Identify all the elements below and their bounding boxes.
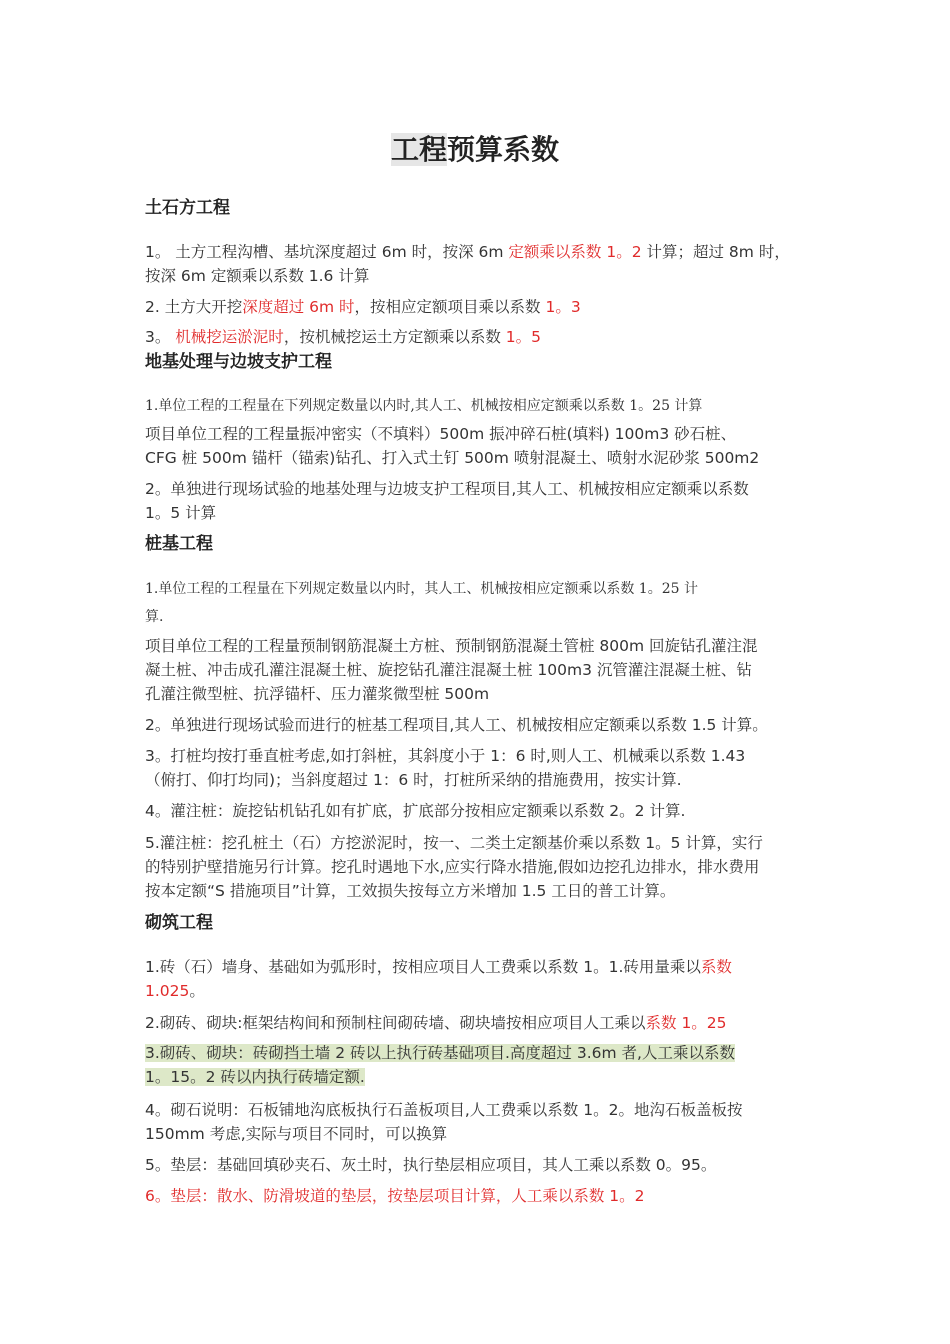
foundation-item-1: 1.单位工程的工程量在下列规定数量以内时,其人工、机械按相应定额乘以系数 1。25 计算	[145, 398, 703, 414]
highlight-text: 系数 1。25	[645, 1014, 727, 1032]
highlight-text: 1。5	[505, 328, 541, 346]
pile-item-2	[145, 634, 813, 706]
text: 凝土桩、冲击成孔灌注混凝土桩、旋挖钻孔灌注混凝土桩 100m3 沉管灌注混凝土桩、钻	[145, 661, 752, 679]
heading-masonry: 砌筑工程	[145, 913, 213, 933]
foundation-item-2	[145, 422, 813, 470]
text: 按本定额“S 措施项目”计算，工效损失按每立方米增加 1.5 工日的普工计算。	[145, 882, 676, 900]
text: 4。砌石说明：石板铺地沟底板执行石盖板项目,人工费乘以系数 1。2。地沟石板盖板按	[145, 1101, 743, 1119]
masonry-item-1	[145, 955, 813, 1003]
pile-item-4	[145, 744, 813, 792]
masonry-item-2	[145, 1011, 813, 1035]
highlight-text: 机械挖运淤泥时	[175, 328, 284, 346]
masonry-item-3	[145, 1041, 813, 1089]
text: ，按相应定额项目乘以系数	[354, 298, 546, 316]
earthwork-item-1	[145, 240, 813, 288]
text: 的特别护壁措施另行计算。挖孔时遇地下水,应实行降水措施,假如边挖孔边排水，排水费用	[145, 858, 760, 876]
earthwork-item-2	[145, 295, 813, 319]
text: 3。打桩均按打垂直桩考虑,如打斜桩，其斜度小于 1：6 时,则人工、机械乘以系数 1.43	[145, 747, 746, 765]
masonry-item-5: 5。垫层：基础回填砂夹石、灰土时，执行垫层相应项目，其人工乘以系数 0。95。	[145, 1156, 717, 1174]
title-rest: 预算系数	[447, 133, 560, 166]
pile-item-6	[145, 831, 813, 903]
text: 3。	[145, 328, 176, 346]
text: CFG 桩 500m 锚杆（锚索)钻孔、打入式土钉 500m 喷射混凝土、喷射水泥砂浆 500m2	[145, 449, 760, 467]
text: ，按机械挖运土方定额乘以系数	[283, 328, 506, 346]
marked-text: 3.砌砖、砌块：砖砌挡土墙 2 砖以上执行砖基础项目.高度超过 3.6m 者,人工乘以系数	[145, 1044, 735, 1062]
highlight-text: 垫层：散水、防滑坡道的垫层，按垫层项目计算，人工乘以系数 1。2	[170, 1187, 645, 1205]
pile-item-3: 2。单独进行现场试验而进行的桩基工程项目,其人工、机械按相应定额乘以系数 1.5 计算。	[145, 716, 768, 734]
text: （俯打、仰打均同)；当斜度超过 1：6 时，打桩所采纳的措施费用，按实计算.	[145, 771, 682, 789]
pile-item-5: 4。灌注桩：旋挖钻机钻孔如有扩底，扩底部分按相应定额乘以系数 2。2 计算.	[145, 802, 686, 820]
highlight-text: 6。	[145, 1187, 171, 1205]
highlight-text: 1。3	[545, 298, 581, 316]
highlight-text: 深度超过 6m 时	[242, 298, 355, 316]
text: 1.砖（石）墙身、基础如为弧形时，按相应项目人工费乘以系数 1。1.砖用量乘以	[145, 958, 701, 976]
text: 计算；超过 8m 时，	[641, 243, 790, 261]
text: 项目单位工程的工程量预制钢筋混凝土方桩、预制钢筋混凝土管桩 800m 回旋钻孔灌注混	[145, 637, 758, 655]
text: 。	[189, 982, 205, 1000]
text: 按深 6m 定额乘以系数 1.6 计算	[145, 267, 370, 285]
page-title	[0, 132, 950, 168]
title-highlight: 工程	[390, 133, 447, 166]
highlight-text: 系数	[700, 958, 732, 976]
marked-text: 1。15。2 砖以内执行砖墙定额.	[145, 1068, 365, 1086]
heading-earthwork: 土石方工程	[145, 198, 230, 218]
text: 2. 土方大开挖	[145, 298, 243, 316]
earthwork-item-3	[145, 325, 813, 349]
text: 5.灌注桩：挖孔桩土（石）方挖淤泥时，按一、二类土定额基价乘以系数 1。5 计算，实行	[145, 834, 763, 852]
text: 算.	[145, 609, 164, 625]
text: 1。5 计算	[145, 504, 217, 522]
highlight-text: 定额乘以系数 1。2	[508, 243, 642, 261]
text: 2。单独进行现场试验的地基处理与边坡支护工程项目,其人工、机械按相应定额乘以系数	[145, 480, 749, 498]
text: 1.单位工程的工程量在下列规定数量以内时，其人工、机械按相应定额乘以系数 1。25 计	[145, 581, 698, 597]
foundation-item-3	[145, 477, 813, 525]
text: 1。 土方工程沟槽、基坑深度超过 6m 时，按深 6m	[145, 243, 509, 261]
masonry-item-4	[145, 1098, 813, 1146]
text: 2.砌砖、砌块:框架结构间和预制柱间砌砖墙、砌块墙按相应项目人工乘以	[145, 1014, 646, 1032]
highlight-text: 1.025	[145, 982, 190, 1000]
masonry-item-6	[145, 1184, 813, 1208]
pile-item-1	[145, 575, 813, 631]
text: 项目单位工程的工程量振冲密实（不填料）500m 振冲碎石桩(填料) 100m3 砂石桩、	[145, 425, 737, 443]
text: 孔灌注微型桩、抗浮锚杆、压力灌浆微型桩 500m	[145, 685, 490, 703]
text: 150mm 考虑,实际与项目不同时，可以换算	[145, 1125, 448, 1143]
heading-foundation: 地基处理与边坡支护工程	[145, 352, 332, 372]
heading-pile: 桩基工程	[145, 534, 213, 554]
